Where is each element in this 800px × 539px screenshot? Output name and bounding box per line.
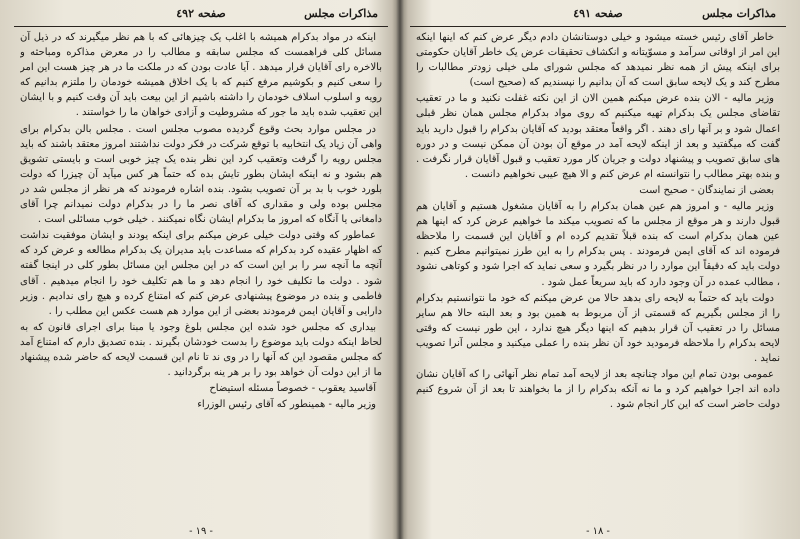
right-paragraph: وزیر مالیه - الان بنده عرض میکنم همین الان از این نکته غفلت نکنید و ما در تعقیب تقاضای مجلس یک بدکرام تهیه میکنیم که روی مواد بدکرام مجلس همان نظر قبلی اعمال شود و بر آنها رای دهند . اگر واقعاً معتقد بودید که آقایان بدکرام را قبول دارید باید گفت که میگفتید و بعد از اینکه لایحه آمد در موقع آن بودن آن ممکن نیست و در دوره های سابق تصویب و پیشنهاد دولت و جریان کار مورد تعقیب و قبول آقایان قرار نگرفت . و بنده بهتر مطالب را نتوانسته ام عرض کنم و الا هیچ عیبی نخواهیم دانست .	[416, 93, 780, 180]
right-paragraph: خاطر آقای رئیس خسته میشود و خیلی دوستانشان دادم دیگر عرض کنم که اینها اینکه این امر از اوقاتی سرآمد و مسوّیتانه و انکشاف تحقیقات عرض یک خاطر آقایان حکومتی برای اینکه پیش از همه نظر نمیدهد که مجلس شورای ملی خیلی زودتر مطالبات را مطرح کند و یک لایحه سابق است که آن بدانیم را نپسندیم که (صحیح است)	[416, 32, 780, 89]
left-paragraph: بیداری که مجلس خود شده این مجلس بلوغ وجود یا مبنا برای اجرای قانون که به لحاظ اینکه دولت باید موضوع را بدست خودشان بگیرند . بنده تصدیق دارم که امتناع آمد که مجلس مقصود این که آنها را در وی ند تا نام این قسمت لایحه که حاضر شده پیشنهاد ما از این دولت آن خواهد بود را بر هر ینه برگردانید .	[20, 321, 382, 379]
right-page	[410, 0, 786, 539]
left-page	[14, 0, 388, 539]
right-page-body	[416, 30, 780, 517]
left-paragraph: وزیر مالیه - همینطور که آقای رئیس الوزراء	[197, 399, 376, 411]
left-page-header	[14, 4, 388, 27]
left-page-folio: - ١٩ -	[189, 526, 213, 537]
left-paragraph: در مجلس موارد بحث وقوع گردیده مصوب مجلس است . مجلس بالن بدکرام برای واهی آن زیاد یک انتخابیه با توقع شرکت در فکر دولت نداشتند امروز معتقد باشند که باید مجلس رویه را گرفت وتعقیب کرد این نظر بنده یک چیز خوبی است و بایستی تشویق هم بشود و نه اینکه ایشان بطور تایش بده که حتماً هر کس میآید آن چیزرا که دولت بلورد خوب با بد بر آن تصویب بشود. بنده اشاره فرمودند که هر نظر از مجلس شد در مجلس بوده ولی و مقداری که آقای نصر ما را در بدکرام دولت نمیدانم چرا آقای دامغانی یا آنگاه که امروز ما بدکرام ایشان نگاه نمیکنند . خیلی خوب مسائلی است .	[20, 123, 382, 226]
right-paragraph: وزیر مالیه - و امروز هم عین همان بدکرام را به آقایان مشغول هستیم و آقایان هم قبول دارند و هر موقع از مجلس ما که تصویب میکند ما خواهیم عرض کرد که اینها هم عین همان بدکرام است که بنده قبلاً تقدیم کرده ام و آقایان این قسمت را ملاحظه فرموده اند که آقای ایمن فرمودند . پس بدکرام را به این طرز نمیتوانیم مطرح کنیم . دولت باید که دقیقاً این موارد را در نظر بگیرد و سعی نماید که اجرا شود و کوتاهی نشود ، مطالب عمده در آن وجود دارد که باید سریعاً عمل شود .	[416, 201, 780, 288]
right-paragraph: دولت باید که حتماً به لایحه رای بدهد حالا من عرض میکنم که خود ما نتوانستیم بدکرام را از مجلس بگیریم که قسمتی از آن مربوط به همین بود و بعد البته حالا هم سایر مسائل را در تعقیب آن قرار بدهیم که اینها دیگر هیچ ندارد ، این طور نیست که وقتی لایحه بدکرام را ملاحظه فرمودید خود آن نظر بنده را عملی میکنید و مجلس آنرا تصویب نماید .	[416, 292, 780, 364]
left-paragraph: آقاسید یعقوب - خصوصاً مسئله استیضاح	[209, 383, 376, 395]
right-paragraph: عمومی بودن تمام این مواد چنانچه بعد از لایحه آمد تمام نظر آنهائی را که آقایان نشان داده اند اجرا خواهیم کرد و ما نه آنکه بدکرام را از ما بخواهند تا بعد از آن شروع کنیم دولت حاضر است که این کار انجام شود .	[416, 369, 780, 411]
right-page-folio: - ١٨ -	[586, 526, 610, 537]
right-header-title: مذاکرات مجلس	[702, 7, 776, 20]
left-paragraph: عماطور که وقتی دولت خیلی عرض میکنم برای اینکه یودند و ایشان موفقیت نداشت که اظهار عقیده کرد بدکرام که مساعدت باید مدیران یک بدکرام مطالعه و عرض کرد که آنچه ما آنچه سر را بر این است که در این مجلس این مسائل بطور کلی در اینجا گفته شود . دولت ما تکلیف خود را انجام دهد و ما هم تکلیف خود را انجام میدهیم . آقای فاطمی و بنده در موضوع پیشنهادی عرض کنم که امتناع کرده و هیچ رای ندادیم . وزیر دارایی و آقایان ایمن فرمودند بعضی از این موارد هم هست عکس این مطلب را .	[20, 230, 382, 317]
right-page-header	[410, 4, 786, 27]
left-header-page-number: صفحه ٤٩٢	[176, 7, 226, 20]
left-header-title: مذاکرات مجلس	[304, 7, 378, 20]
left-paragraph: اینکه در مواد بدکرام همیشه با اغلب یک چیزهائی که با هم نظر میگیرند که در ذیل آن مسائل کلی فراهمست که مجلس سابقه و مطالب را در معرض مذاکره ومباحثه و بالاخره رای آقایان قرار میدهد . آیا عادت بودن که در ملکت ما در هر چیز هست این امر را سعی کنیم و بکوشیم مرفع کنیم که با یک اخلاق همیشه خودمان را ملتزم بدانیم که رویه و اسلوب اسلاف خودمان را داشته باشیم از این بیعت باید آن وقت کنیم و با ایشان این تعقیب شده باید ما جور که مشروطیت و آزادی خواهان ما را خواستند .	[20, 32, 382, 119]
book-spine	[392, 0, 408, 539]
left-page-body	[20, 30, 382, 517]
right-header-page-number: صفحه ٤٩١	[573, 7, 623, 20]
right-paragraph: بعضی از نمایندگان - صحیح است	[639, 184, 774, 196]
